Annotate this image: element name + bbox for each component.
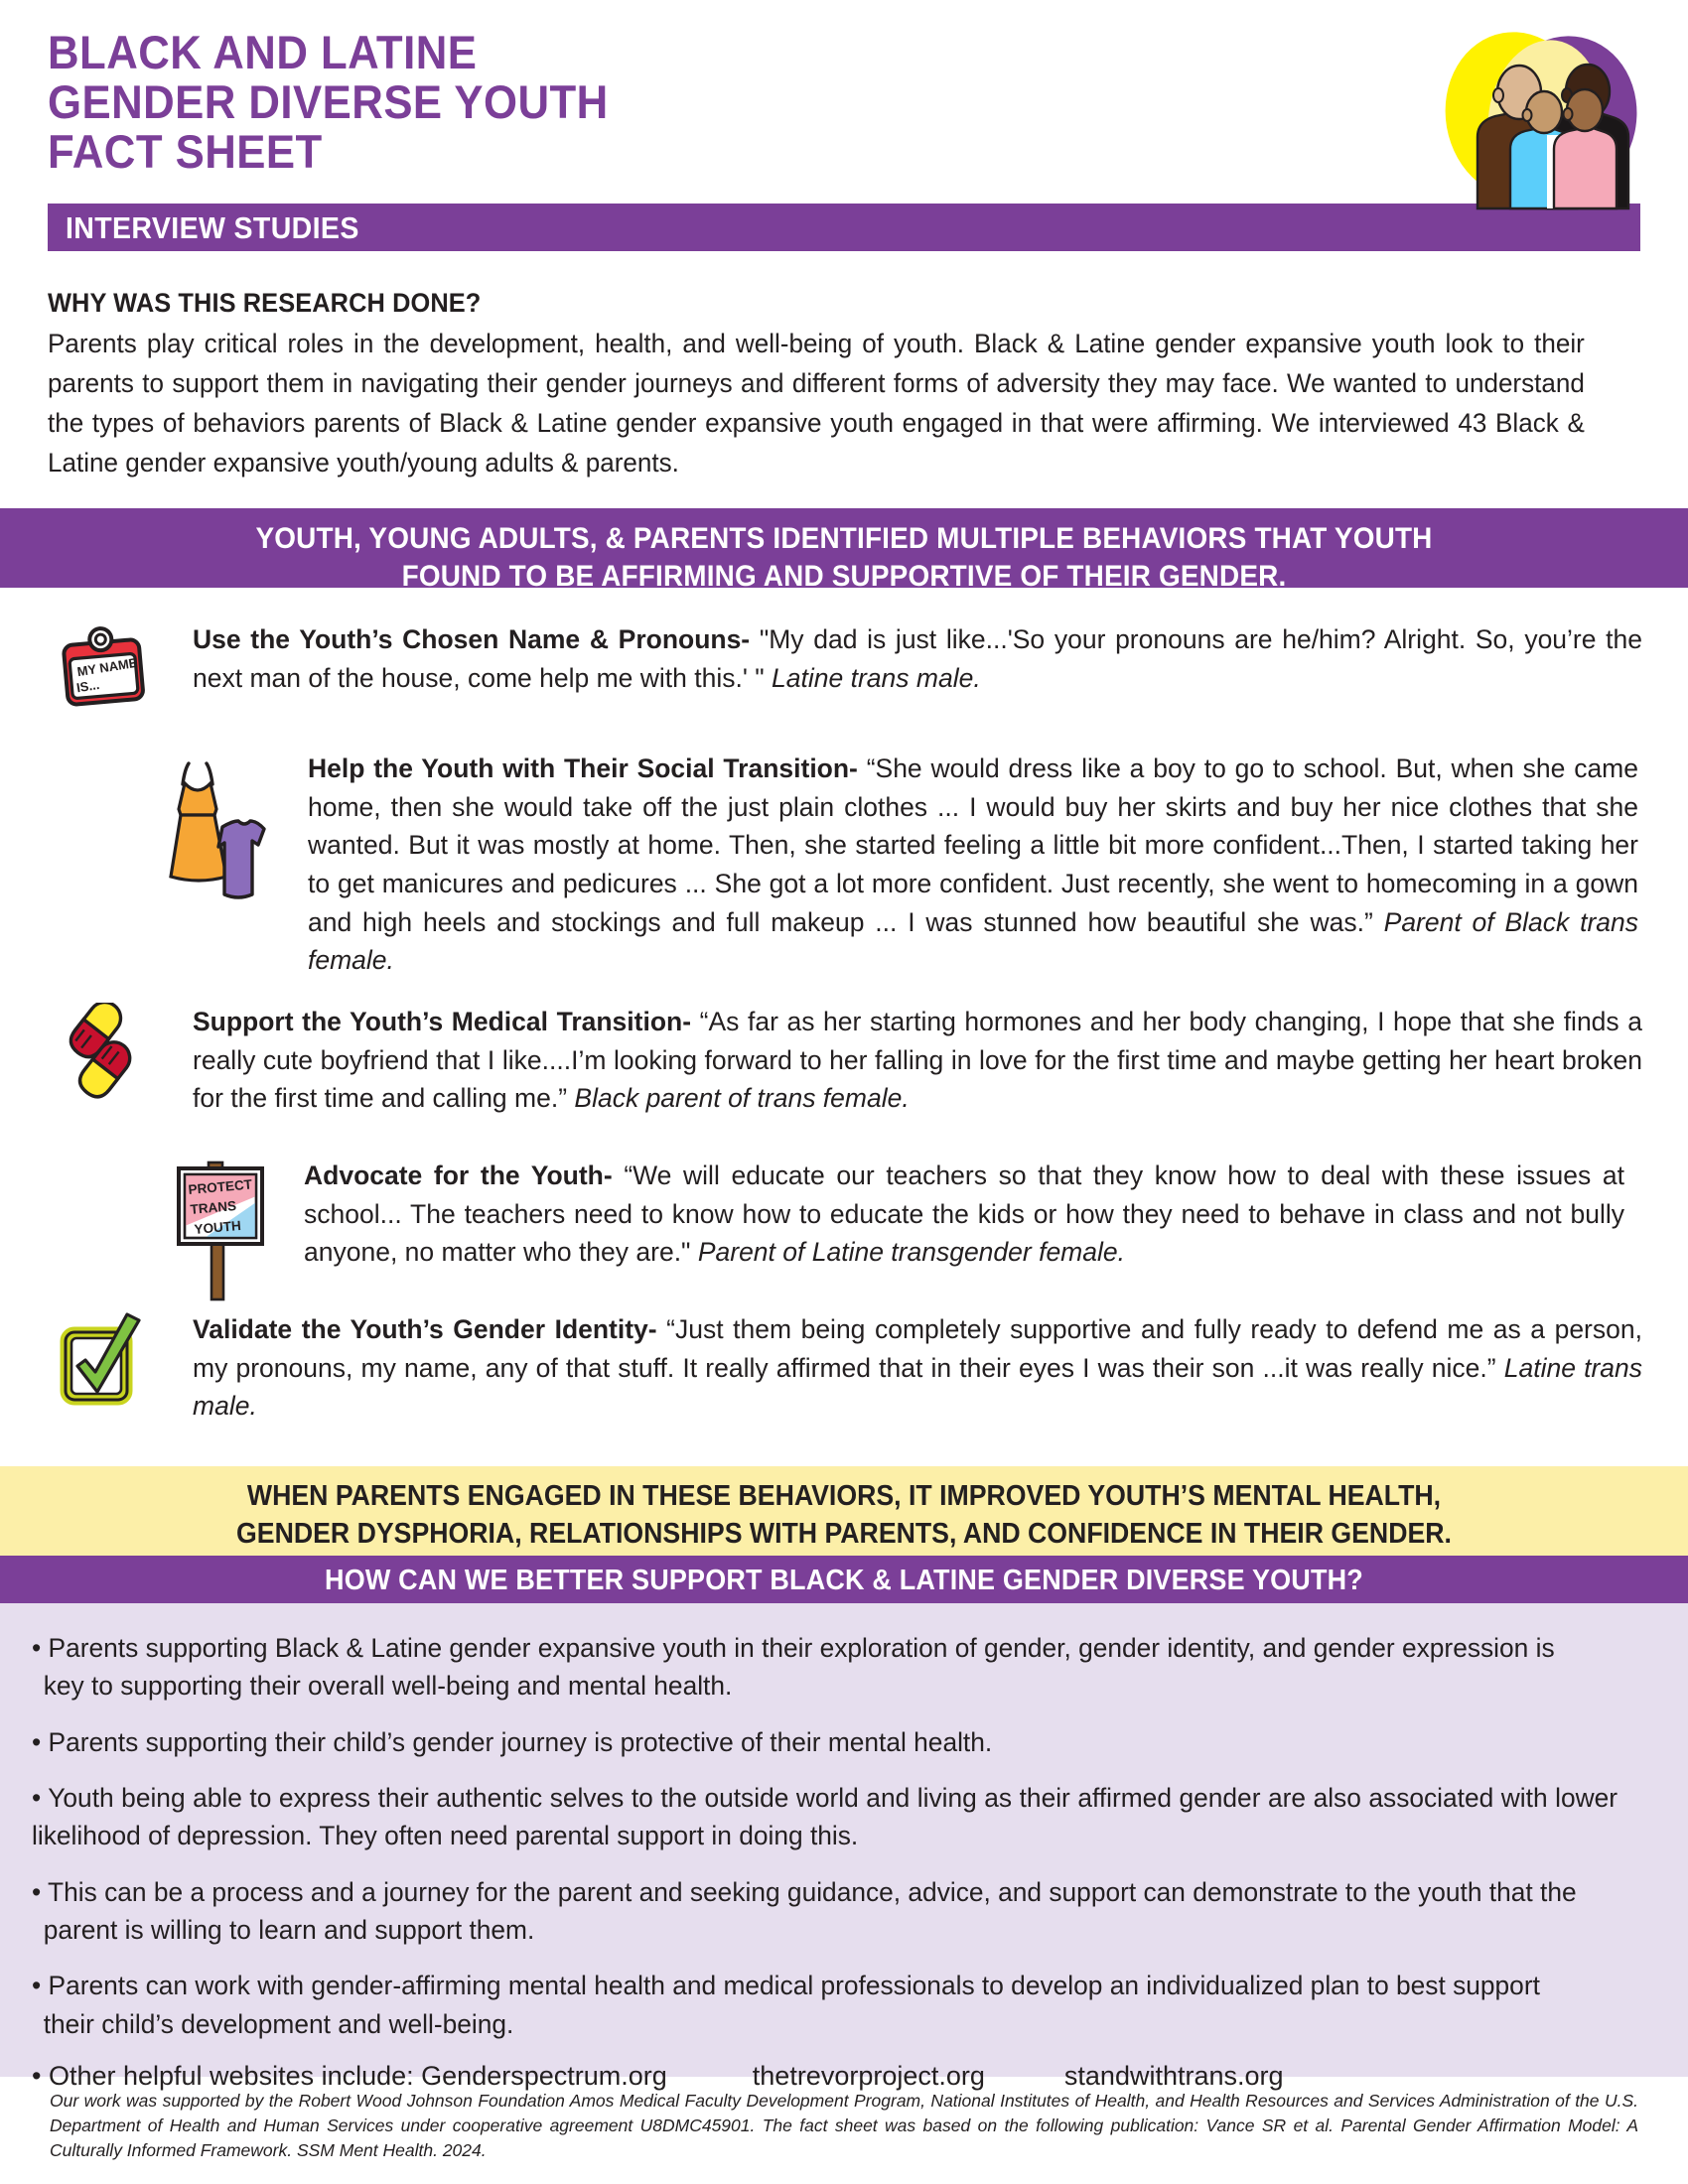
behavior-attribution: Latine trans male. (193, 1352, 1643, 1422)
four-figures-trans-pride-logo (1418, 10, 1666, 223)
banner-support-text: HOW CAN WE BETTER SUPPORT BLACK & LATINE GENDER DIVERSE YOUTH? (325, 1565, 1363, 1596)
bullet-line-1: • Parents supporting Black & Latine gender expansive youth in their exploration of gender, gender identity, and gender expression is (32, 1633, 1555, 1663)
behavior-label: Use the Youth’s Chosen Name & Pronouns- (193, 624, 751, 654)
bullet-line-2: their child’s development and well-being. (43, 2008, 514, 2039)
behavior-quote: "My dad is just like...'So your pronouns are he/him? Alright. So, you’re the next man of the house, come help me with this.' " (193, 624, 1643, 693)
banner-outcomes (0, 1466, 1688, 1556)
list-item (32, 1873, 1618, 1950)
banner-behaviors-line-1: YOUTH, YOUNG ADULTS, & PARENTS IDENTIFIED MULTIPLE BEHAVIORS THAT YOUTH (255, 522, 1433, 555)
page-title (48, 28, 609, 176)
list-item (32, 1779, 1618, 1855)
pills-capsules-icon (58, 1003, 153, 1118)
intro-body: Parents play critical roles in the development, health, and well-being of youth. Black & Latine gender expansive youth look to their parents to support them in navigating their gender journeys and different forms of adversity they may face. We wanted to understand the types of behaviors parents of Black & Latine gender expansive youth engaged in that were affirming. We interviewed 43 Black & Latine gender expansive youth/young adults & parents. (48, 329, 1585, 478)
banner-outcomes-line-1: WHEN PARENTS ENGAGED IN THESE BEHAVIORS, IT IMPROVED YOUTH’S MENTAL HEALTH, (246, 1480, 1442, 1512)
title-line-1: BLACK AND LATINE (48, 26, 478, 78)
behavior-label: Support the Youth’s Medical Transition- (193, 1007, 692, 1036)
sign-line-2: TRANS (189, 1197, 237, 1217)
dress-and-tshirt-icon (159, 750, 268, 980)
behavior-item (159, 750, 1648, 980)
name-tag-line-2: IS... (74, 676, 101, 696)
green-checkmark-icon (58, 1310, 153, 1426)
bullet-line-1: • Parents can work with gender-affirming mental health and medical professionals to develop an individualized plan to best support (32, 1971, 1540, 2001)
behavior-attribution: Black parent of trans female. (574, 1083, 910, 1114)
banner-support-title (0, 1556, 1688, 1603)
list-item (32, 1967, 1618, 2043)
name-tag-line-1: MY NAME (75, 654, 139, 680)
subtitle-bar (48, 204, 1640, 251)
bullet-line-2: lower likelihood of depression. They often need parental support in doing this. (32, 1782, 1618, 1851)
behavior-text (193, 1310, 1642, 1426)
behavior-quote: “She would dress like a boy to go to school. But, when she came home, then she would take off the just plain clothes ... I would buy her skirts and buy her nice clothes that she wanted. But it was mostly at home. Then, she started feeling a little bit more confident...Then, I started taking her to get manicures and pedicures ... She got a lot more confident. Just recently, she went to homecoming in a gown and high heels and stockings and full makeup ... I was stunned how beautiful she was.” (308, 753, 1638, 937)
behavior-attribution: Latine trans male. (772, 662, 981, 693)
behavior-item (58, 1003, 1646, 1118)
behavior-item (169, 1157, 1648, 1306)
behavior-quote: “As far as her starting hormones and her body changing, I hope that she finds a really cute boyfriend that I like....I’m looking forward to her falling in love for the first time and maybe getting her heart broken for the first time and calling me.” (193, 1007, 1642, 1114)
behavior-label: Advocate for the Youth- (304, 1160, 613, 1190)
intro-section (48, 288, 1640, 483)
bullet-line-2: parent is willing to learn and support them. (43, 1914, 535, 1945)
sign-line-1: PROTECT (187, 1176, 253, 1197)
title-line-3: FACT SHEET (48, 124, 323, 178)
behavior-text (308, 750, 1638, 980)
website-thetrevorproject[interactable]: thetrevorproject.org (752, 2060, 985, 2091)
intro-heading: WHY WAS THIS RESEARCH DONE? (48, 288, 482, 318)
bullet-line-1: • Parents supporting their child’s gender journey is protective of their mental health. (32, 1726, 993, 1757)
bullet-line-2: key to supporting their overall well-being and mental health. (43, 1671, 733, 1702)
behavior-item (58, 620, 1646, 717)
behavior-quote: “Just them being completely supportive and fully ready to defend me as a person, my pronouns, my name, any of that stuff. It really affirmed that in their eyes I was their son ...it was really nice.” (193, 1314, 1642, 1383)
title-line-2: GENDER DIVERSE YOUTH (48, 74, 609, 128)
behavior-attribution: Parent of Latine transgender female. (697, 1237, 1125, 1268)
bullet-line-1: • Youth being able to express their authentic selves to the outside world and living as their affirmed gender are also associated with (32, 1782, 1548, 1813)
behavior-label: Validate the Youth’s Gender Identity- (193, 1314, 657, 1344)
banner-behaviors (0, 508, 1688, 594)
banner-outcomes-line-2: GENDER DYSPHORIA, RELATIONSHIPS WITH PARENTS, AND CONFIDENCE IN THEIR GENDER. (236, 1517, 1452, 1550)
behavior-text (193, 620, 1642, 717)
page-header (0, 0, 1688, 268)
website-genderspectrum[interactable]: • Other helpful websites include: Genderspectrum.org (32, 2060, 667, 2091)
behavior-text (193, 1003, 1642, 1118)
website-standwithtrans[interactable]: standwithtrans.org (1063, 2060, 1284, 2091)
protest-sign-icon (169, 1157, 274, 1306)
behavior-label: Help the Youth with Their Social Transition- (308, 753, 858, 783)
helpful-websites-row (32, 2061, 1658, 2092)
name-tag-icon (58, 620, 153, 717)
subtitle-text: INTERVIEW STUDIES (66, 210, 359, 245)
behavior-item (58, 1310, 1646, 1426)
funding-footnote: Our work was supported by the Robert Wood Johnson Foundation Amos Medical Faculty Development Program, National Institutes of Health, and Health Resources and Services Administration of the U.S. Department of Health and Human Services under cooperative agreement U8DMC45901. The fact sheet was based on the following publication: Vance SR et al. Parental Gender Affirmation Model: A Culturally Informed Framework. SSM Ment Health. 2024. (50, 2091, 1638, 2160)
bullet-line-1: • This can be a process and a journey for the parent and seeking guidance, advice, and support can demonstrate to the youth that the (32, 1876, 1577, 1907)
behavior-text (304, 1157, 1624, 1306)
behavior-quote: “We will educate our teachers so that they know how to deal with these issues at school... The teachers need to know how to educate the kids or how they need to behave in class and not bully anyone, no matter who they are." (304, 1160, 1624, 1268)
behaviors-list (0, 606, 1688, 1459)
list-item (32, 1629, 1618, 1706)
sign-line-3: YOUTH (193, 1217, 242, 1237)
banner-behaviors-line-2: FOUND TO BE AFFIRMING AND SUPPORTIVE OF THEIR GENDER. (401, 560, 1287, 594)
behavior-attribution: Parent of Black trans female. (308, 906, 1639, 976)
list-item (32, 1723, 1618, 1761)
support-points-section (0, 1603, 1688, 2091)
